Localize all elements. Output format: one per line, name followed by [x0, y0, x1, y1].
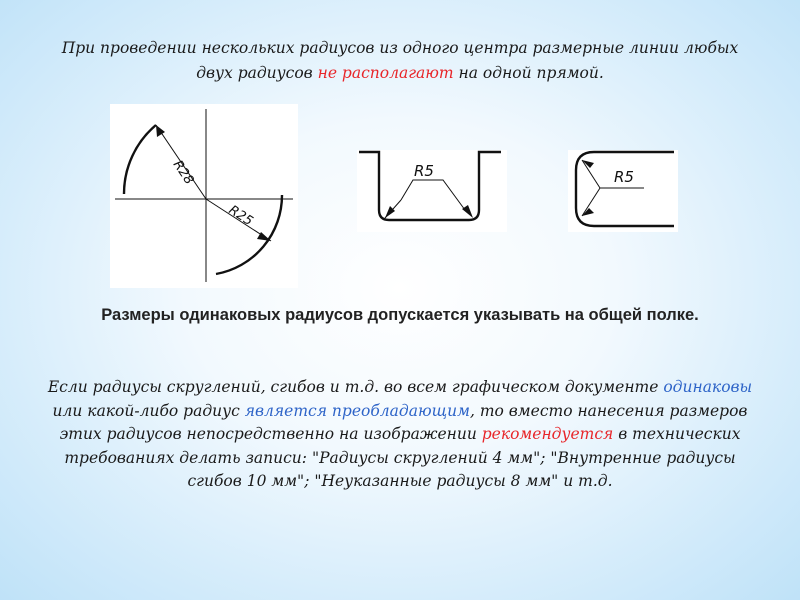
intro-text-part1: При проведении нескольких радиусов из одного центра размерные линии любых двух радиусов: [61, 39, 739, 82]
paragraph-highlight-2: является преобладающим: [244, 401, 470, 420]
u-profile-drawing: [357, 150, 507, 232]
paragraph-text-3: , то вместо нанесения размеров этих радиусов непосредственно на изображении: [59, 401, 748, 443]
label-r5: R5: [614, 168, 634, 186]
intro-highlight: не располагают: [317, 64, 454, 82]
paragraph-highlight-3: рекомендуется: [481, 425, 614, 443]
arc-r28: [124, 125, 156, 194]
label-r28: R28: [169, 157, 197, 188]
intro-text: [0, 36, 800, 86]
rounded-profile-drawing: [568, 150, 678, 232]
notes-paragraph: [0, 376, 800, 494]
paragraph-text-1: Если радиусы скруглений, сгибов и т.д. во всем графическом документе: [47, 378, 664, 396]
multiple-radii-drawing: [110, 104, 298, 288]
figure-u-profile: [357, 150, 507, 232]
figure-rounded-profile: [568, 150, 678, 232]
intro-text-part2: на одной прямой.: [453, 64, 604, 82]
paragraph-highlight-1: одинаковы: [663, 378, 753, 396]
arrowhead-right: [462, 205, 473, 218]
arrowhead-r28: [156, 125, 165, 137]
label-r5-shared: R5: [414, 162, 434, 180]
paragraph-text-4: в технических требованиях делать записи: "Радиусы скруглений 4 мм"; "Внутренние радиусы сгибов 10 мм"; "Неуказанные радиусы 8 мм" и т.д.: [64, 425, 741, 490]
arrowhead-top: [582, 160, 594, 168]
arrowhead-bottom: [582, 208, 594, 216]
paragraph-text-2: или какой-либо радиус: [52, 401, 245, 420]
common-shelf-line: [401, 180, 465, 210]
figure-multiple-radii: [110, 104, 298, 288]
label-r25: R25: [225, 202, 256, 230]
arc-r25: [216, 195, 282, 274]
rule-heading: Размеры одинаковых радиусов допускается указывать на общей полке.: [101, 306, 699, 324]
